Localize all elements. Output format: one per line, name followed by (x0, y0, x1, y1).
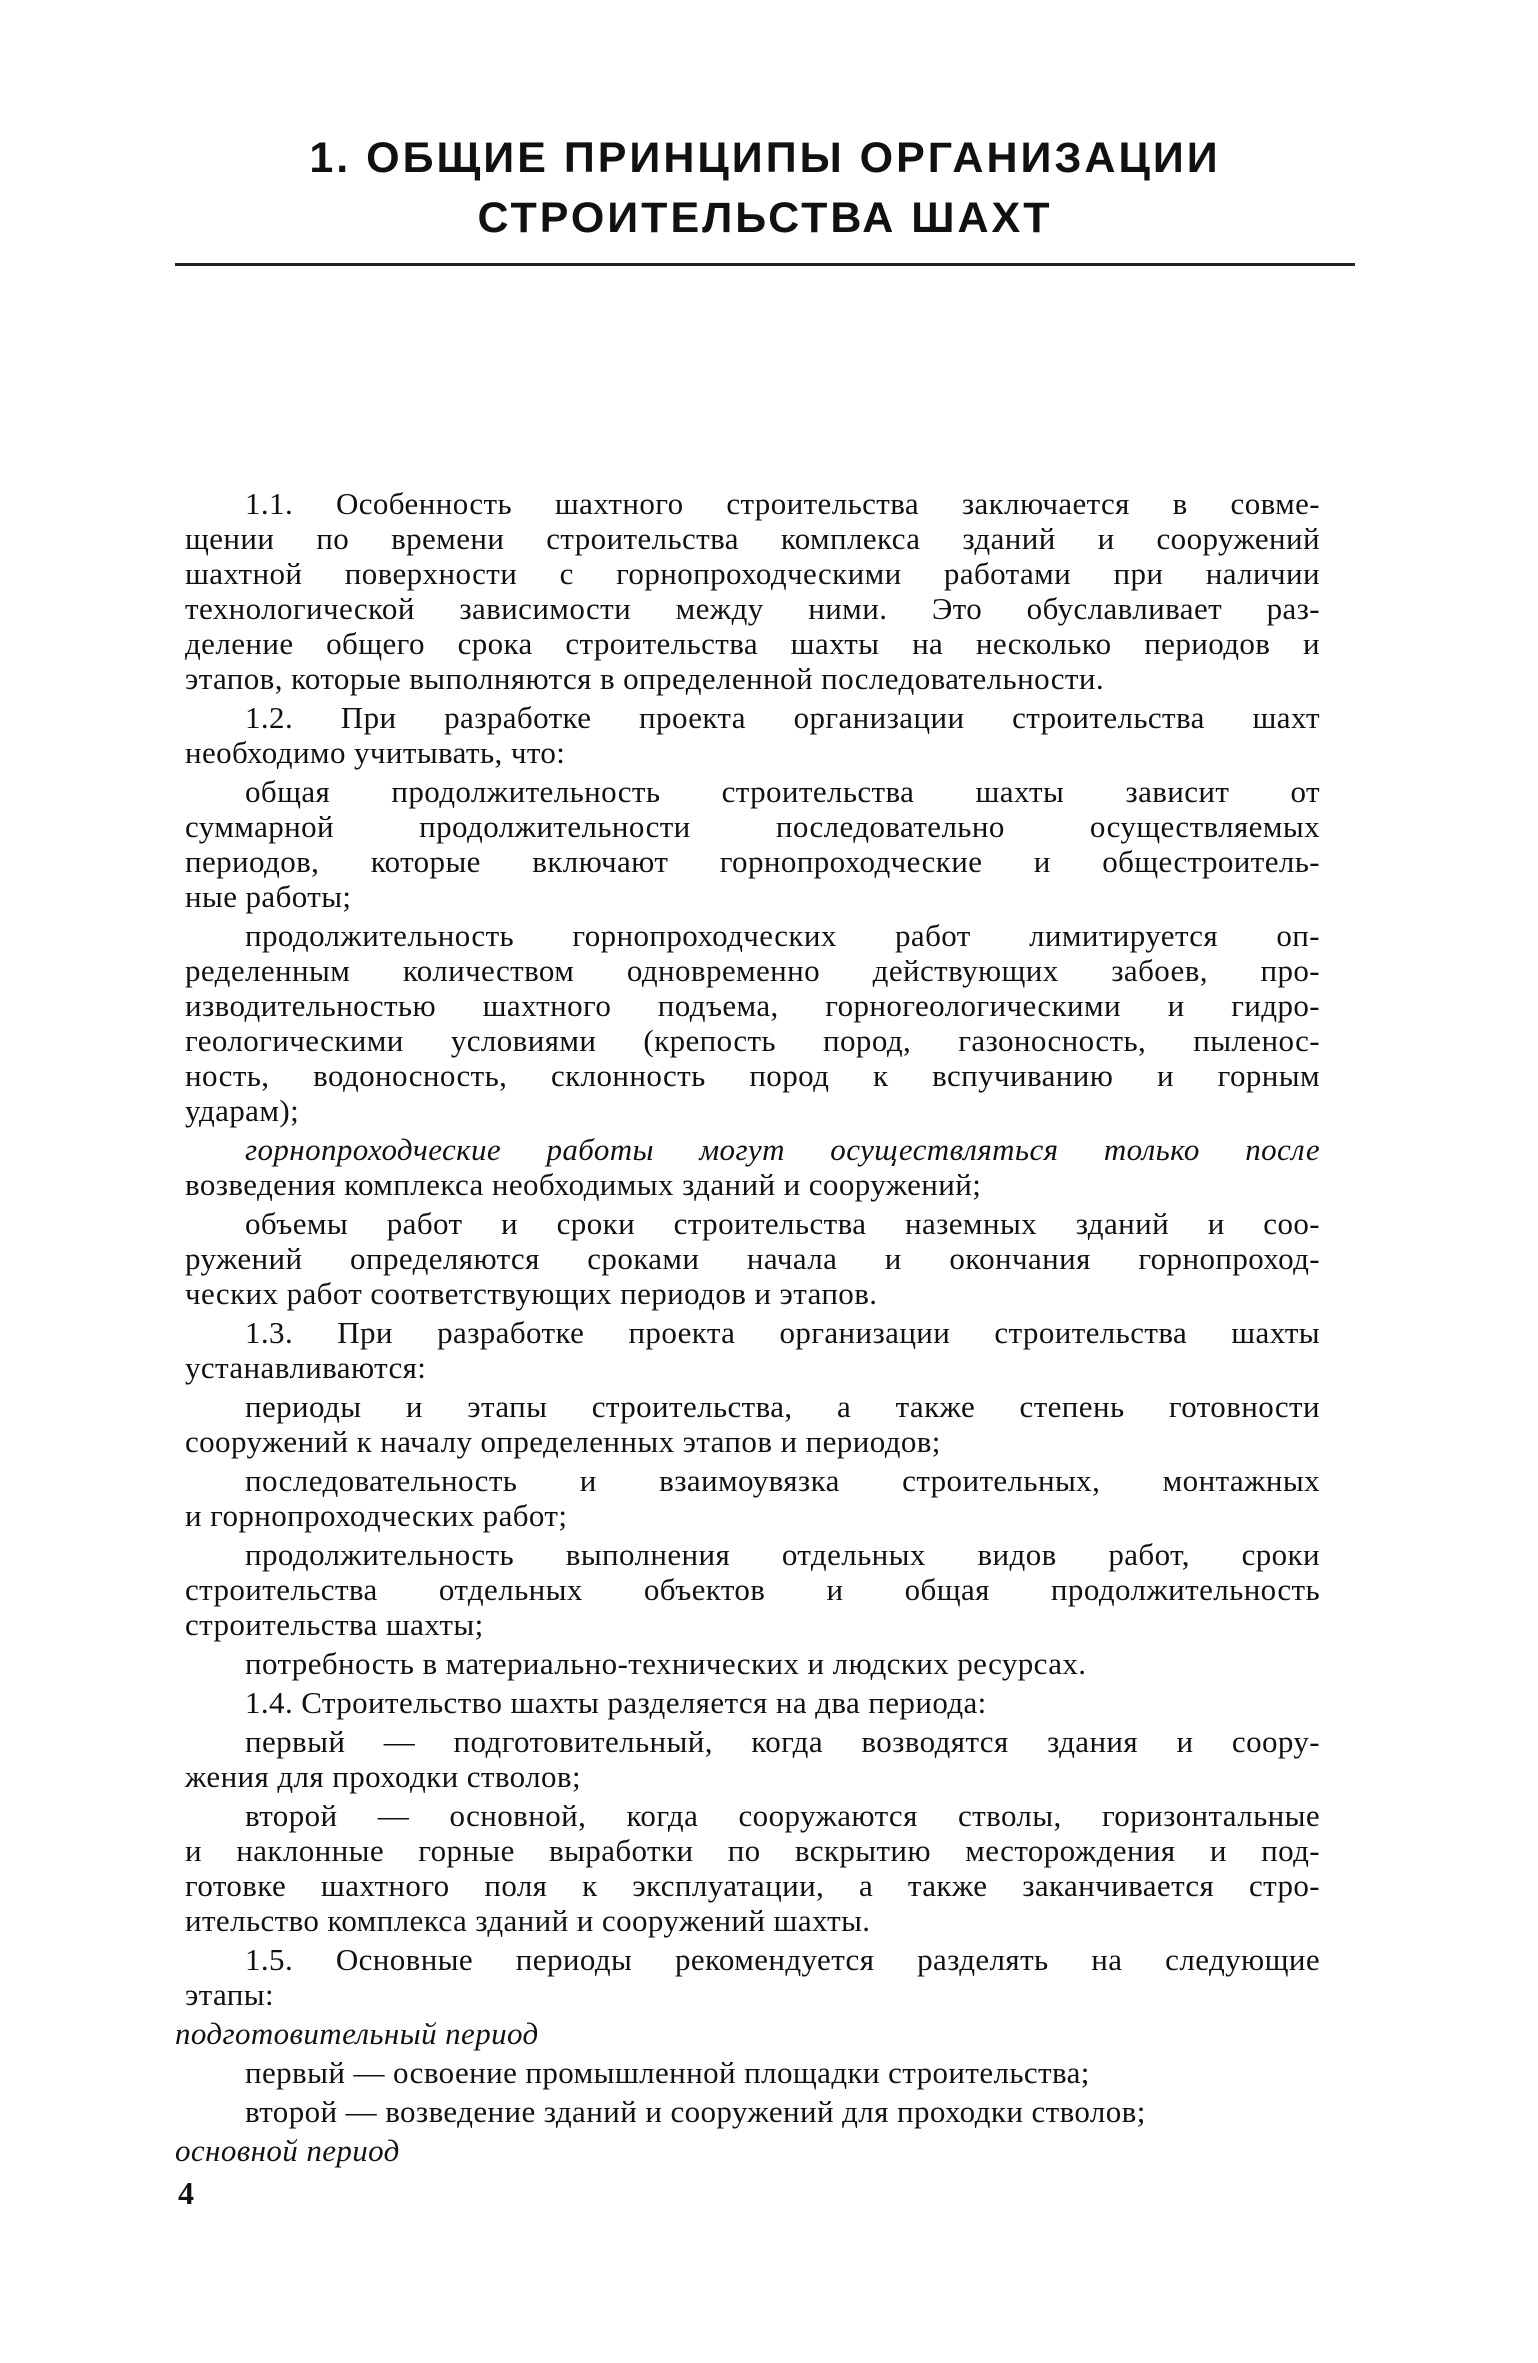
text-line: ные работы; (185, 879, 352, 914)
chapter-title-line: 1. ОБЩИЕ ПРИНЦИПЫ ОРГАНИЗАЦИИ (309, 134, 1221, 182)
text-line: последовательность и взаимоувязка строительных, монтажных (245, 1463, 1320, 1498)
text-line: этапы: (185, 1977, 275, 2012)
text-line: и наклонные горные выработки по вскрытию месторождения и под- (185, 1833, 1320, 1868)
paragraph (185, 1389, 1320, 1459)
text-line: 1.2. При разработке проекта организации строительства шахт (245, 700, 1320, 735)
text-line: геологическими условиями (крепость пород, газоносность, пыленос- (185, 1023, 1320, 1058)
paragraph (185, 1315, 1320, 1385)
chapter-title (175, 128, 1355, 248)
paragraph (185, 1724, 1320, 1794)
text-line: ределенным количеством одновременно действующих забоев, про- (185, 953, 1320, 988)
paragraph (185, 918, 1320, 1128)
text-line: первый — подготовительный, когда возводятся здания и соору- (245, 1724, 1320, 1759)
text-line: второй — основной, когда сооружаются стволы, горизонтальные (245, 1798, 1320, 1833)
paragraph (185, 1132, 1320, 1202)
paragraph (185, 1798, 1320, 1938)
paragraph (185, 1463, 1320, 1533)
text-line: объемы работ и сроки строительства наземных зданий и соо- (245, 1206, 1320, 1241)
text-line: суммарной продолжительности последовательно осуществляемых (185, 809, 1320, 844)
text-line: технологической зависимости между ними. Это обуславливает раз- (185, 591, 1320, 626)
paragraph (185, 2094, 1320, 2129)
text-line: строительства отдельных объектов и общая продолжительность (185, 1572, 1320, 1607)
text-line: горнопроходческие работы могут осуществляться только после (245, 1132, 1320, 1167)
text-line: ружений определяются сроками начала и окончания горнопроход- (185, 1241, 1320, 1276)
paragraph (185, 1537, 1320, 1642)
text-line: периоды и этапы строительства, а также степень готовности (245, 1389, 1320, 1424)
text-line: готовке шахтного поля к эксплуатации, а также заканчивается стро- (185, 1868, 1320, 1903)
text-line: подготовительный период (175, 2016, 539, 2051)
text-line: и горнопроходческих работ; (185, 1498, 568, 1533)
paragraph (185, 486, 1320, 696)
text-line: шахтной поверхности с горнопроходческими работами при наличии (185, 556, 1320, 591)
text-line: ческих работ соответствующих периодов и этапов. (185, 1276, 878, 1311)
text-line: жения для проходки стволов; (185, 1759, 581, 1794)
paragraph (185, 1685, 1320, 1720)
page-number: 4 (178, 2175, 194, 2211)
text-line: второй — возведение зданий и сооружений для проходки стволов; (245, 2094, 1146, 2129)
text-line: деление общего срока строительства шахты на несколько периодов и (185, 626, 1320, 661)
paragraph (185, 1206, 1320, 1311)
paragraph (185, 1942, 1320, 2012)
text-line: ность, водоносность, склонность пород к вспучиванию и горным (185, 1058, 1320, 1093)
text-line: 1.1. Особенность шахтного строительства заключается в совме- (245, 486, 1320, 521)
text-line: продолжительность выполнения отдельных видов работ, сроки (245, 1537, 1320, 1572)
text-line: продолжительность горнопроходческих работ лимитируется оп- (245, 918, 1320, 953)
text-line: периодов, которые включают горнопроходческие и общестроитель- (185, 844, 1320, 879)
text-line: ударам); (185, 1093, 300, 1128)
paragraph (185, 1646, 1320, 1681)
paragraph (185, 2055, 1320, 2090)
text-line: необходимо учитывать, что: (185, 735, 566, 770)
text-line: первый — освоение промышленной площадки строительства; (245, 2055, 1090, 2090)
text-line: основной период (175, 2133, 400, 2168)
chapter-title-line: СТРОИТЕЛЬСТВА ШАХТ (477, 194, 1053, 242)
text-line: 1.4. Строительство шахты разделяется на два периода: (245, 1685, 987, 1720)
text-line: устанавливаются: (185, 1350, 427, 1385)
paragraph (185, 774, 1320, 914)
text-line: сооружений к началу определенных этапов и периодов; (185, 1424, 941, 1459)
text-line: потребность в материально-технических и людских ресурсах. (245, 1646, 1087, 1681)
text-line: возведения комплекса необходимых зданий и сооружений; (185, 1167, 982, 1202)
text-line: 1.3. При разработке проекта организации строительства шахты (245, 1315, 1320, 1350)
text-line: строительства шахты; (185, 1607, 484, 1642)
text-line: этапов, которые выполняются в определенной последовательности. (185, 661, 1105, 696)
paragraph (185, 700, 1320, 770)
text-line: общая продолжительность строительства шахты зависит от (245, 774, 1320, 809)
text-line: изводительностью шахтного подъема, горногеологическими и гидро- (185, 988, 1320, 1023)
text-line: щении по времени строительства комплекса зданий и сооружений (185, 521, 1320, 556)
title-divider (175, 263, 1355, 266)
text-line: ительство комплекса зданий и сооружений шахты. (185, 1903, 871, 1938)
section-subheading (175, 2016, 1320, 2051)
section-subheading (175, 2133, 1320, 2168)
text-line: 1.5. Основные периоды рекомендуется разделять на следующие (245, 1942, 1320, 1977)
document-body (175, 486, 1320, 2172)
